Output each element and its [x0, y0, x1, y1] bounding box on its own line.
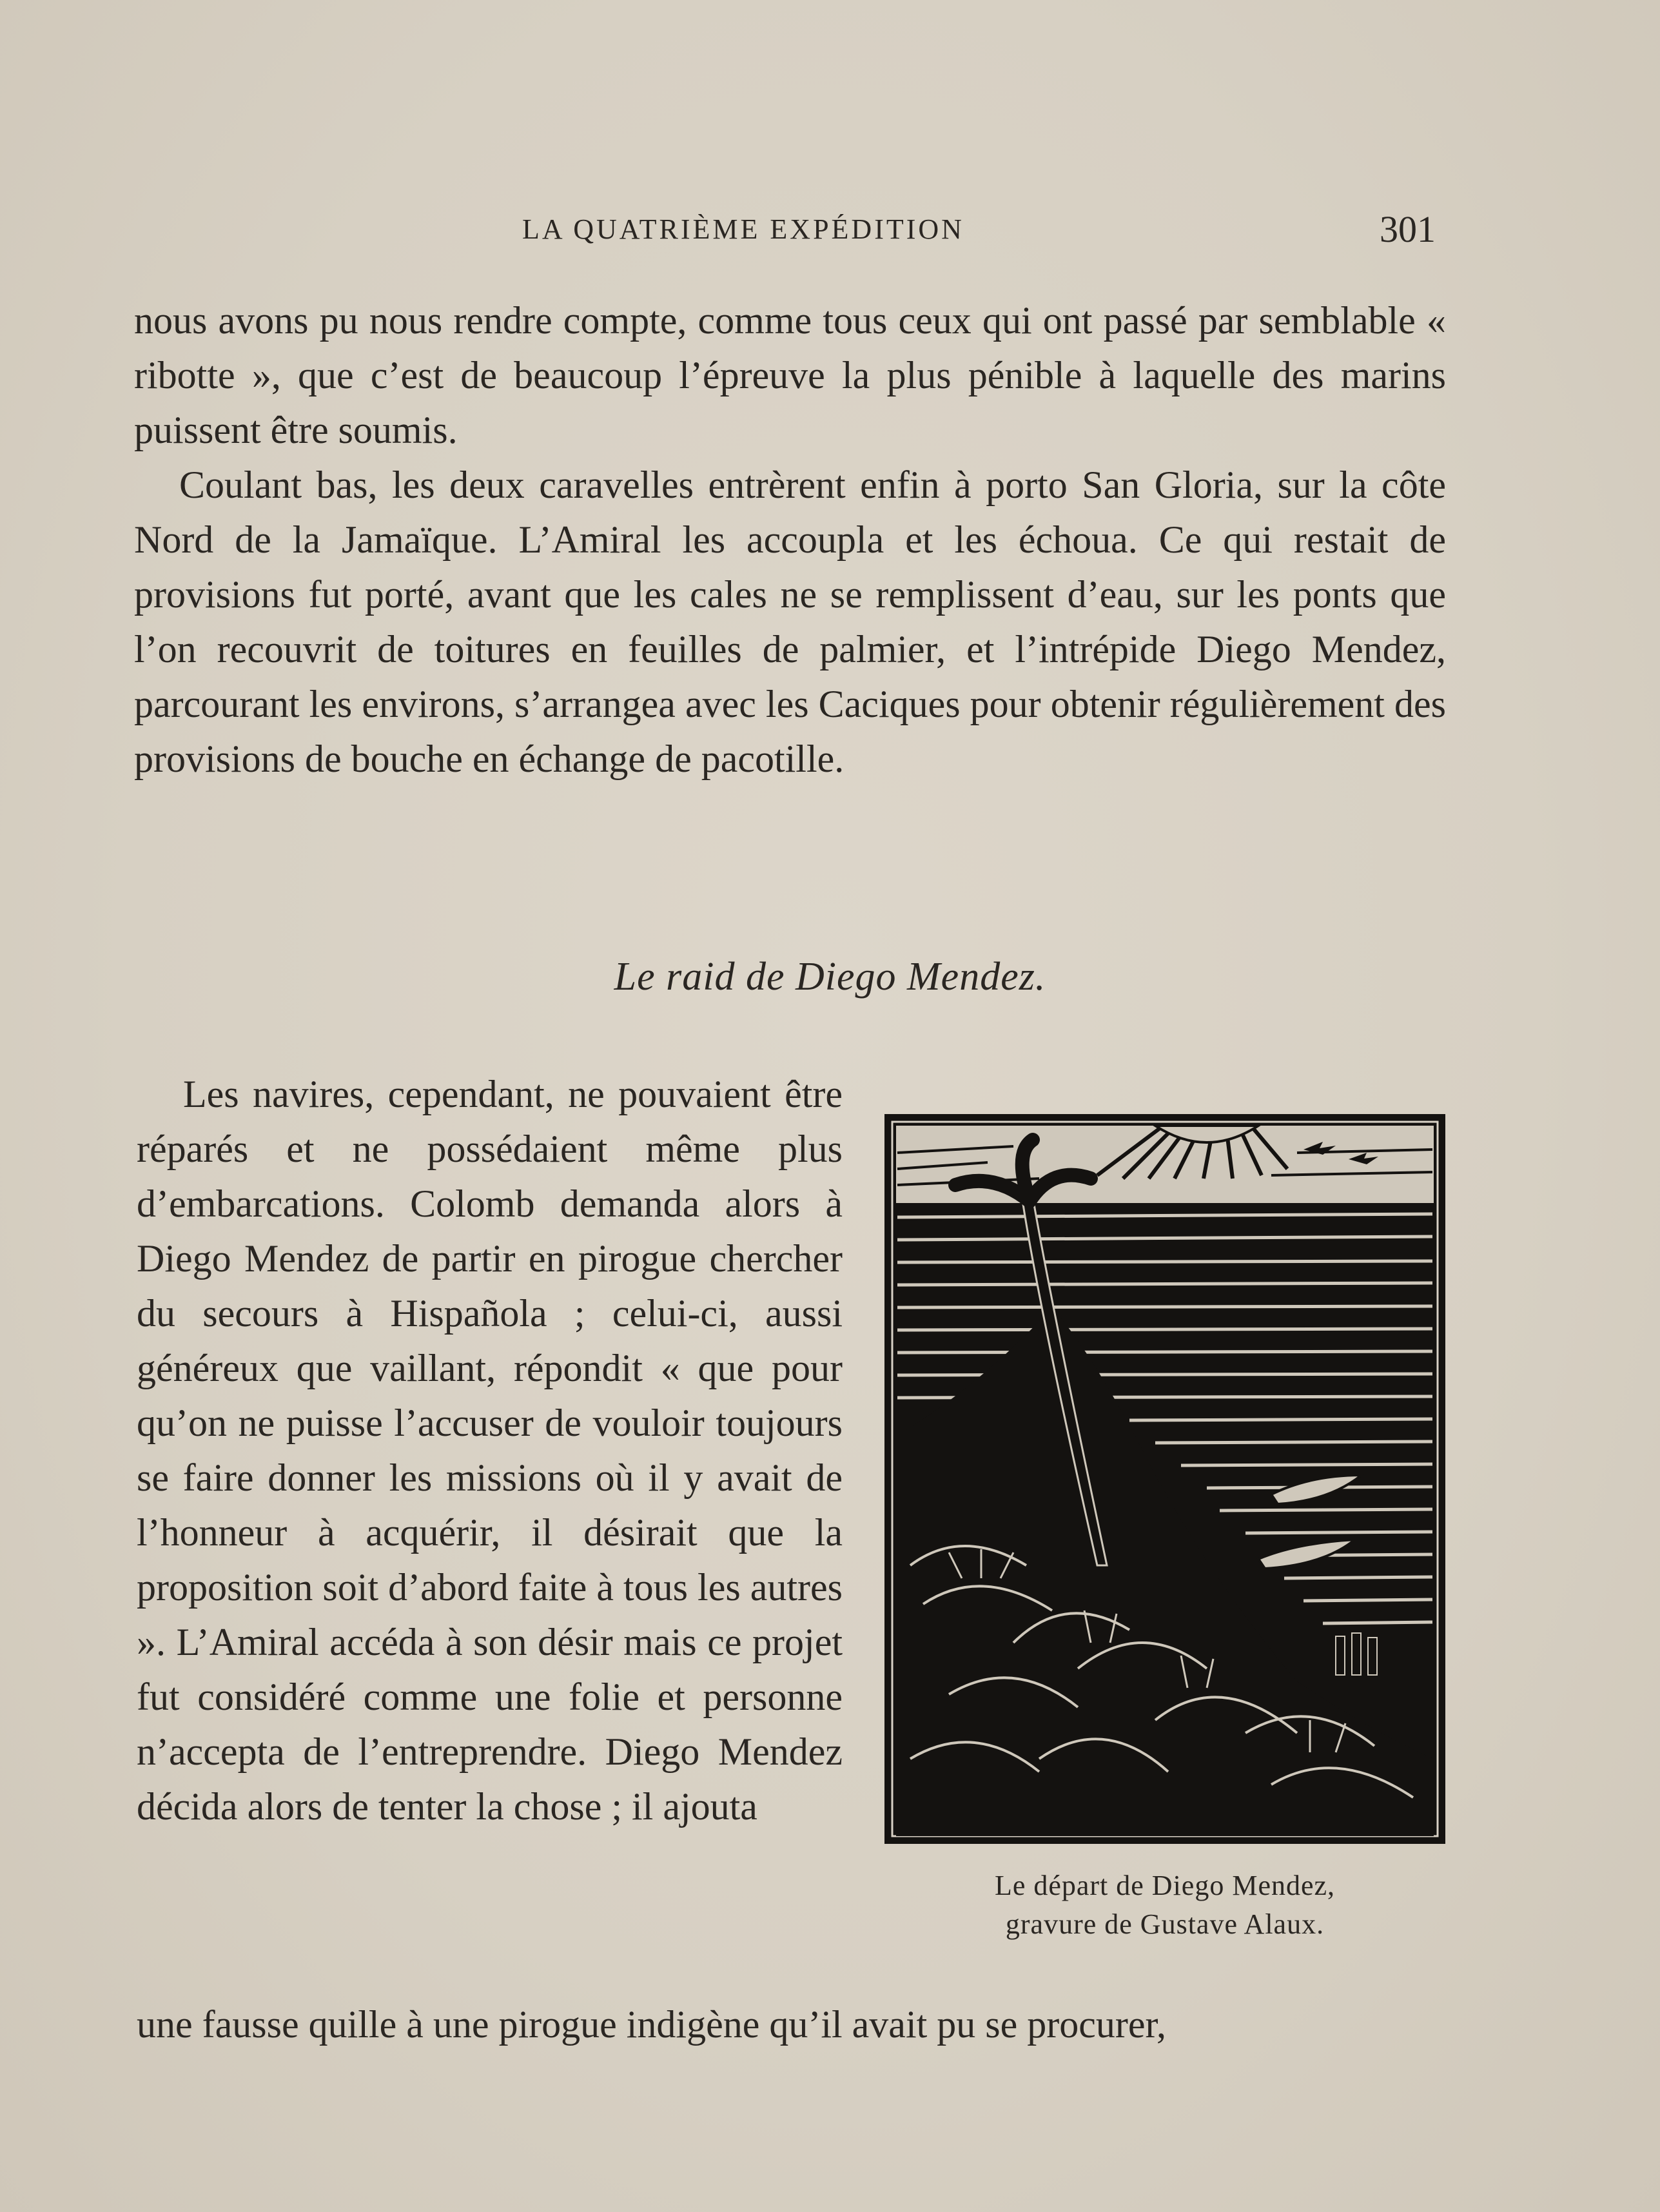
- woodcut-illustration: [884, 1114, 1445, 1844]
- paragraph-2: Coulant bas, les deux caravelles entrèrent enfin à porto San Gloria, sur la côte Nord de la Jamaïque. L’Amiral les accoupla et les échoua. Ce qui restait de provisions fut porté, avant que les cales ne se remplissent d’eau, sur les ponts que l’on recouvrit de toitures en feuilles de palmier, et l’intrépide Diego Mendez, parcourant les environs, s’arrangea avec les Caciques pour obtenir régulièrement des provisions de bouche en échange de pacotille.: [134, 464, 1446, 780]
- paragraph-3-continuation: une fausse quille à une pirogue indigène qu’il avait pu se procurer,: [137, 2003, 1167, 2046]
- woodcut-engraving-image: [884, 1114, 1445, 1844]
- page-number: 301: [1380, 208, 1436, 250]
- figure-caption: [884, 1866, 1445, 1944]
- caption-line-1: Le départ de Diego Mendez,: [994, 1870, 1336, 1901]
- running-title: LA QUATRIÈME EXPÉDITION: [522, 213, 964, 245]
- paragraph-3: Les navires, cependant, ne pouvaient être réparés et ne possédaient même plus d’embarcations. Colomb demanda alors à Diego Mendez de partir en pirogue chercher du secours à Hispañola ; celui-ci, aussi généreux que vaillant, répondit « que pour qu’on ne puisse l’accuser de vouloir toujours se faire donner les missions où il y avait de l’honneur à acquérir, il désirait que la proposition soit d’abord faite à tous les autres ». L’Amiral accéda à son désir mais ce projet fut considéré comme une folie et personne n’accepta de l’entreprendre. Diego Mendez décida alors de tenter la chose ; il ajouta: [137, 1073, 843, 1828]
- caption-line-2: gravure de Gustave Alaux.: [1005, 1908, 1325, 1940]
- paragraph-1: nous avons pu nous rendre compte, comme tous ceux qui ont passé par semblable « ribotte », que c’est de beaucoup l’épreuve la plus pénible à laquelle des marins puissent être soumis.: [134, 299, 1446, 451]
- section-title: Le raid de Diego Mendez.: [614, 955, 1046, 999]
